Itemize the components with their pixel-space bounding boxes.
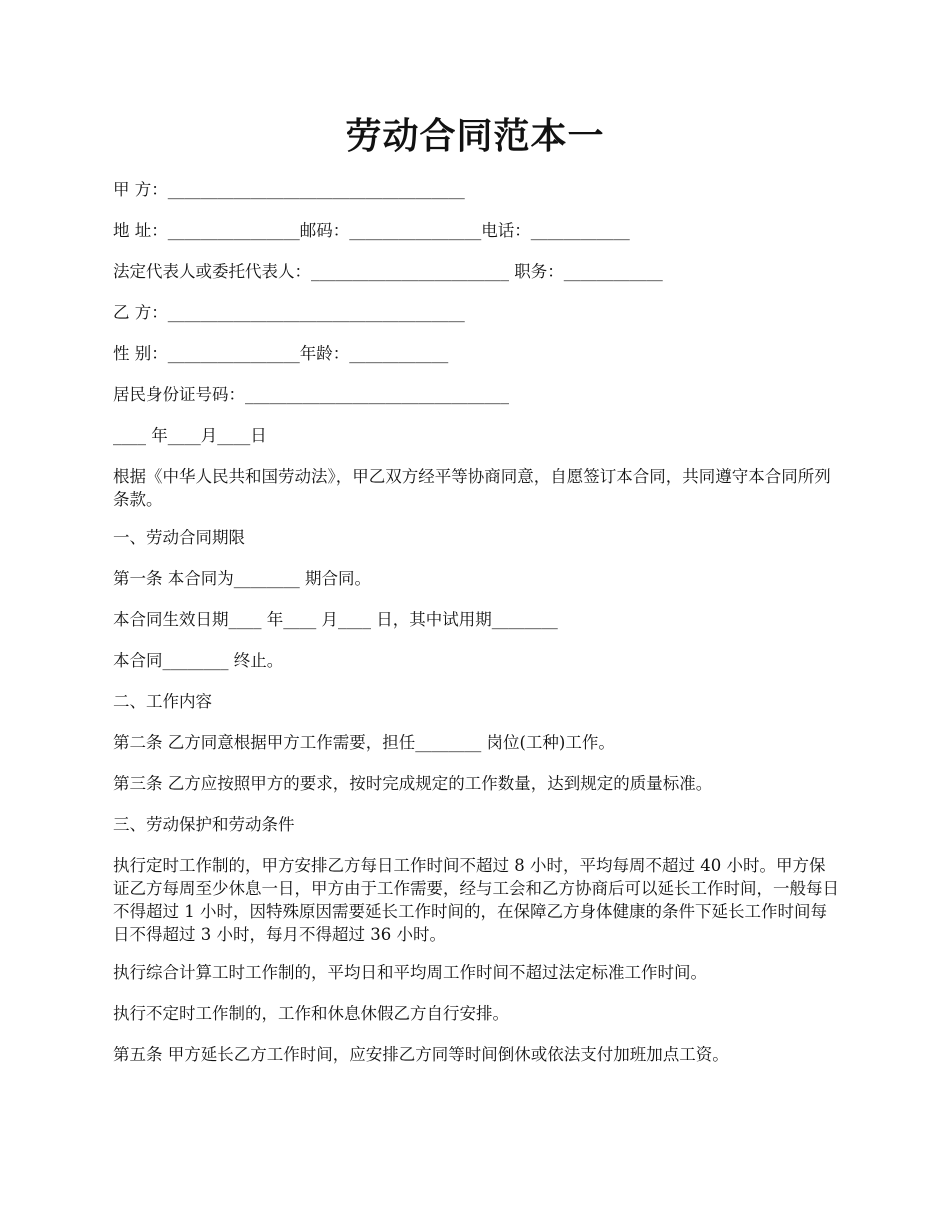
date-line: ____ 年____月____日: [113, 426, 267, 445]
section-heading-protection: 三、劳动保护和劳动条件: [113, 815, 295, 834]
legal-representative-line: 法定代表人或委托代表人：________________________ 职务：____________: [113, 262, 663, 281]
article-1: 第一条 本合同为________ 期合同。: [113, 569, 371, 588]
id-number-line: 居民身份证号码：________________________________: [113, 385, 509, 404]
preamble-paragraph: 根据《中华人民共和国劳动法》，甲乙双方经平等协商同意，自愿签订本合同，共同遵守本合同所列条款。: [113, 467, 831, 509]
flexible-hours-paragraph: 执行不定时工作制的，工作和休息休假乙方自行安排。: [113, 1004, 509, 1023]
effective-date-line: 本合同生效日期____ 年____ 月____ 日，其中试用期________: [113, 610, 558, 629]
address-line: 地 址：________________邮码：________________电话：____________: [113, 221, 630, 240]
comprehensive-hours-paragraph: 执行综合计算工时工作制的，平均日和平均周工作时间不超过法定标准工作时间。: [113, 963, 707, 982]
article-3: 第三条 乙方应按照甲方的要求，按时完成规定的工作数量，达到规定的质量标准。: [113, 774, 713, 793]
fixed-hours-paragraph: 执行定时工作制的，甲方安排乙方每日工作时间不超过 8 小时，平均每周不超过 40 小时。甲方保证乙方每周至少休息一日，甲方由于工作需要，经与工会和乙方协商后可以延长工作时间，一般每日不得超过 1 小时，因特殊原因需要延长工作时间的，在保障乙方身体健康的条件下延长工作时间每日不得超过 3 小时，每月不得超过 36 小时。: [113, 856, 839, 944]
section-heading-term: 一、劳动合同期限: [113, 528, 245, 547]
document-title: 劳动合同范本一: [345, 115, 605, 157]
party-a-line: 甲 方：____________________________________: [113, 180, 465, 199]
section-heading-work: 二、工作内容: [113, 692, 212, 711]
gender-age-line: 性 别：________________年龄：____________: [113, 344, 449, 363]
termination-line: 本合同________ 终止。: [113, 651, 284, 670]
article-5: 第五条 甲方延长乙方工作时间，应安排乙方同等时间倒休或依法支付加班加点工资。: [113, 1045, 729, 1064]
article-2: 第二条 乙方同意根据甲方工作需要，担任________ 岗位(工种)工作。: [113, 733, 615, 752]
party-b-line: 乙 方：____________________________________: [113, 303, 465, 322]
document-body: [113, 178, 840, 1084]
